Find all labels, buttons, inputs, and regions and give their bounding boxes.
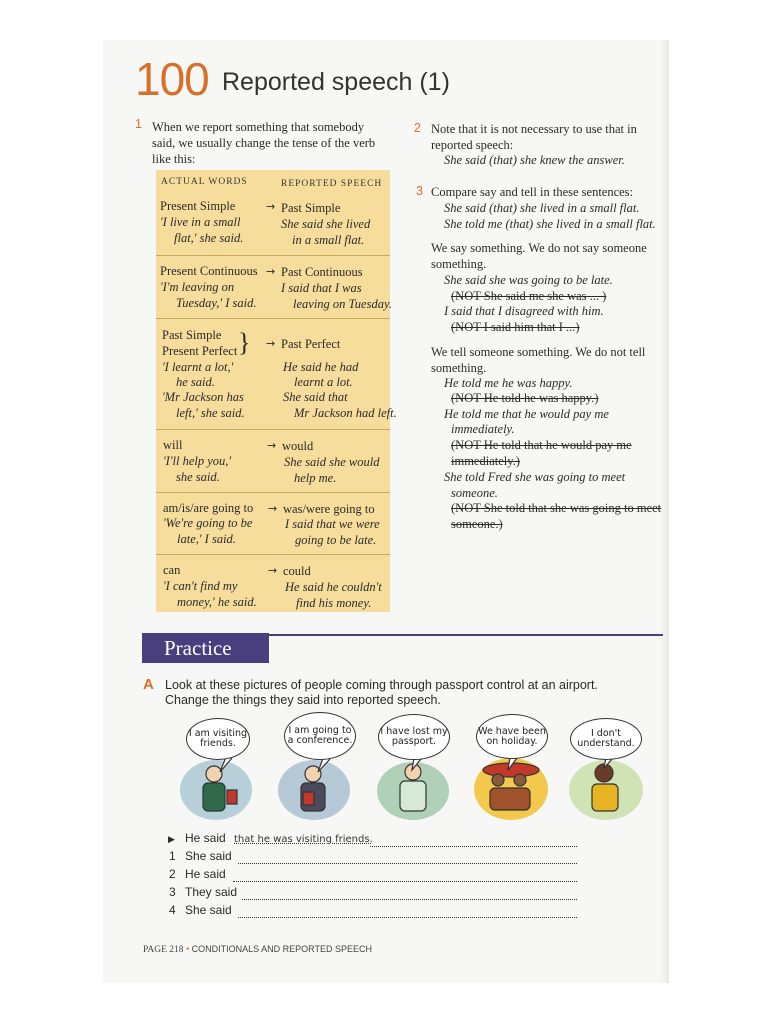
section-2-example: She said (that) she knew the answer. — [444, 153, 625, 167]
footer-bullet: • — [185, 945, 190, 955]
table-example: 'I learnt a lot,' — [162, 360, 234, 374]
tell-wrong-example: (NOT He told he was happy.) — [451, 391, 599, 405]
section-1-intro-line: like this: — [152, 152, 196, 166]
section-2-text: reported speech: — [431, 138, 514, 152]
table-tense: can — [163, 563, 181, 577]
section-1-number: 1 — [135, 117, 142, 131]
arrow-icon: → — [266, 200, 276, 213]
table-reported: Mr Jackson had left. — [294, 406, 397, 420]
tell-example: He told me that he would pay me — [444, 407, 609, 421]
answer-line — [370, 845, 577, 847]
speech-bubble: I am going to a conference. — [284, 712, 356, 760]
section-1-intro-line: said, we usually change the tense of the verb — [152, 136, 376, 150]
table-example: she said. — [176, 470, 220, 484]
table-reported: find his money. — [296, 596, 372, 610]
speech-bubble: I am visiting friends. — [186, 718, 250, 760]
table-reported: He said he couldn't — [285, 580, 382, 594]
table-reported: He said he had — [283, 360, 359, 374]
table-reported: help me. — [294, 471, 337, 485]
footer-section: CONDITIONALS AND REPORTED SPEECH — [191, 944, 373, 954]
section-3-text: Compare say and tell in these sentences: — [431, 185, 634, 199]
say-rule: We say something. We do not say someone — [431, 241, 647, 255]
page-footer — [143, 944, 372, 955]
example-marker: ▶ — [168, 834, 175, 844]
table-example: 'I can't find my — [163, 579, 238, 593]
table-example: 'Mr Jackson has — [162, 390, 244, 404]
person-figure — [301, 766, 325, 811]
answer-prompt: He said — [185, 867, 226, 881]
table-reported: in a small flat. — [292, 233, 365, 247]
table-reported: leaving on Tuesday. — [293, 297, 392, 311]
table-reported: She said she lived — [281, 217, 371, 231]
section-1-intro-line: When we report something that somebody — [152, 120, 365, 134]
table-example: 'I'll help you,' — [163, 454, 232, 468]
section-3-number: 3 — [416, 184, 423, 198]
table-header-reported: REPORTED SPEECH — [281, 179, 383, 189]
say-example: She said she was going to be late. — [444, 273, 613, 287]
say-example: I said that I disagreed with him. — [444, 304, 604, 318]
table-reported: learnt a lot. — [294, 375, 353, 389]
tell-rule: something. — [431, 361, 487, 375]
answer-prompt: They said — [185, 885, 238, 899]
table-reported-tense: Past Continuous — [281, 265, 363, 279]
person-figure — [400, 764, 426, 811]
exercise-instruction: Change the things they said into reported speech. — [165, 693, 441, 707]
table-tense: Present Continuous — [160, 264, 258, 278]
table-tense: Present Perfect — [162, 344, 238, 358]
page-number: PAGE 218 — [143, 945, 184, 955]
arrow-icon: → — [267, 439, 277, 452]
question-number: 2 — [169, 867, 176, 881]
table-example: 'We're going to be — [163, 516, 253, 530]
table-reported: She said she would — [284, 455, 380, 469]
arrow-icon: → — [268, 502, 278, 515]
practice-heading: Practice — [164, 636, 232, 660]
exercise-letter: A — [143, 676, 154, 693]
table-tense: will — [163, 438, 183, 452]
tell-example: She told Fred she was going to meet — [444, 470, 626, 484]
person-figure — [483, 763, 539, 810]
table-example: left,' she said. — [176, 406, 245, 420]
say-wrong-example: (NOT I said him that I ...) — [451, 320, 580, 334]
tell-example: someone. — [451, 486, 498, 500]
answer-prompt: He said — [185, 831, 226, 845]
say-wrong-example: (NOT She said me she was ... ) — [451, 289, 607, 303]
table-example: he said. — [176, 375, 215, 389]
table-reported: I said that I was — [281, 281, 362, 295]
answer-line[interactable] — [238, 862, 577, 864]
bubble-tail — [318, 758, 330, 772]
table-tense: am/is/are going to — [163, 501, 254, 515]
question-number: 4 — [169, 903, 176, 917]
table-reported: She said that — [283, 390, 348, 404]
table-example: flat,' she said. — [174, 231, 244, 245]
exercise-instruction: Look at these pictures of people coming through passport control at an airport. — [165, 678, 598, 692]
tell-example: He told me he was happy. — [444, 376, 573, 390]
tell-wrong-example: (NOT He told that he would pay me — [451, 438, 632, 452]
table-reported-tense: was/were going to — [283, 502, 375, 516]
speech-bubble: We have been on holiday. — [476, 714, 548, 759]
answer-example-value: that he was visiting friends. — [234, 834, 373, 845]
tell-wrong-example: (NOT She told that she was going to meet — [451, 501, 662, 515]
table-example: 'I'm leaving on — [160, 280, 235, 294]
table-header-actual: ACTUAL WORDS — [161, 177, 248, 187]
brace-icon: } — [238, 328, 251, 357]
tell-wrong-example: someone.) — [451, 517, 503, 531]
say-rule: something. — [431, 257, 487, 271]
section-3-example: She told me (that) she lived in a small flat. — [444, 217, 656, 231]
table-reported-tense: Past Perfect — [281, 337, 341, 351]
table-reported: I said that we were — [285, 517, 380, 531]
table-reported-tense: Past Simple — [281, 201, 341, 215]
speech-bubble: I don't understand. — [570, 718, 642, 760]
person-figure — [592, 764, 618, 811]
section-2-number: 2 — [414, 121, 421, 135]
arrow-icon: → — [266, 337, 276, 350]
section-3-example: She said (that) she lived in a small flat. — [444, 201, 640, 215]
table-tense: Present Simple — [160, 199, 236, 213]
answer-line[interactable] — [238, 916, 577, 918]
arrow-icon: → — [266, 265, 276, 278]
tell-wrong-example: immediately.) — [451, 454, 520, 468]
person-figure — [203, 766, 237, 811]
answer-prompt: She said — [185, 903, 232, 917]
table-example: late,' I said. — [177, 532, 236, 546]
question-number: 3 — [169, 885, 176, 899]
section-2-text: Note that it is not necessary to use that in — [431, 122, 637, 136]
table-reported: going to be late. — [295, 533, 377, 547]
answer-line[interactable] — [242, 898, 577, 900]
table-reported-tense: would — [282, 439, 314, 453]
table-example: Tuesday,' I said. — [176, 296, 257, 310]
table-example: money,' he said. — [177, 595, 257, 609]
answer-line[interactable] — [233, 880, 577, 882]
table-tense: Past Simple — [162, 328, 222, 342]
unit-title: Reported speech (1) — [222, 68, 450, 96]
tell-rule: We tell someone something. We do not tell — [431, 345, 646, 359]
table-example: 'I live in a small — [160, 215, 241, 229]
question-number: 1 — [169, 849, 176, 863]
unit-number: 100 — [135, 53, 209, 105]
arrow-icon: → — [268, 564, 278, 577]
tell-example: immediately. — [451, 422, 515, 436]
answer-prompt: She said — [185, 849, 232, 863]
speech-bubble: I have lost my passport. — [378, 714, 450, 760]
table-reported-tense: could — [283, 564, 311, 578]
